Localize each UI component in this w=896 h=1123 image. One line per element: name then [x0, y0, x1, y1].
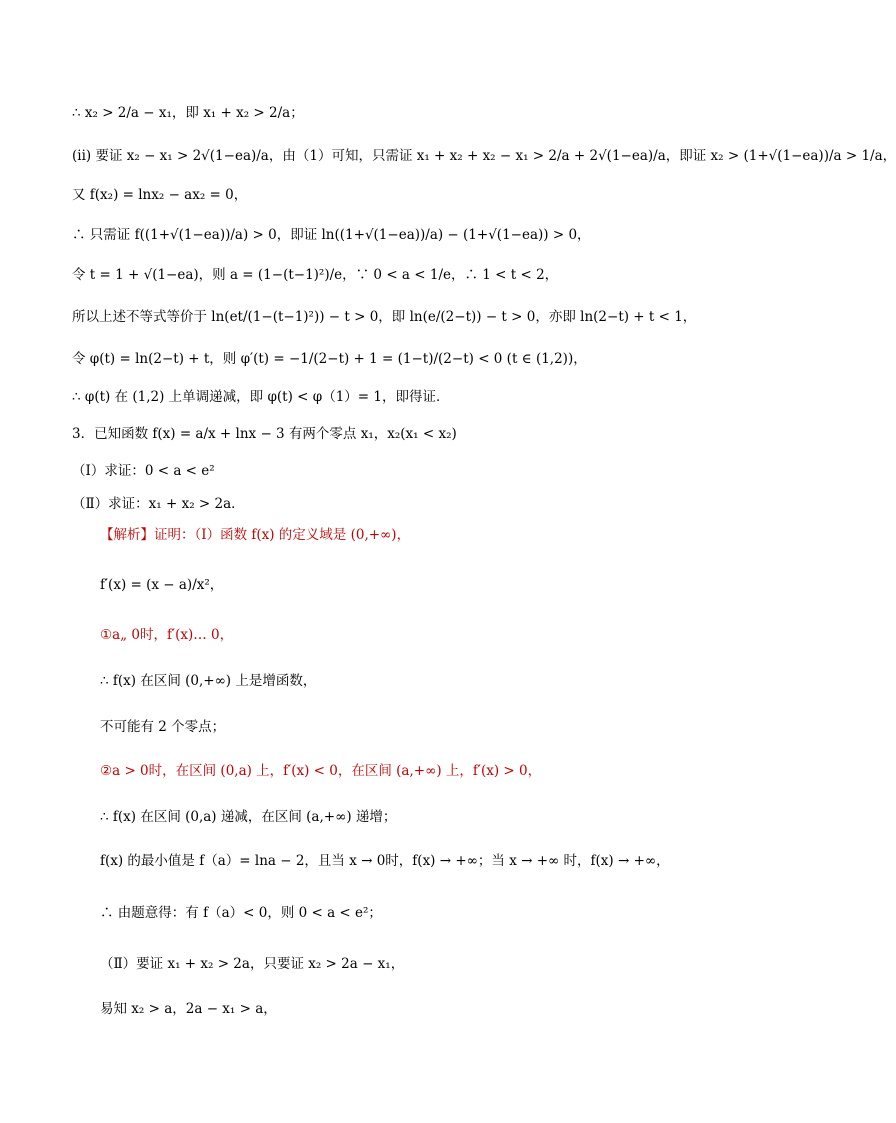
- line-5: [72, 266, 558, 284]
- line-11-text: （Ⅱ）求证：x₁ + x₂ > 2a．: [72, 496, 245, 512]
- line-11: [72, 495, 245, 513]
- line-12: [100, 526, 410, 544]
- line-1-text: ∴ x₂ > 2/a − x₁，即 x₁ + x₂ > 2/a；: [72, 105, 304, 121]
- line-4-text: ∴ 只需证 f((1+√(1−ea))/a) > 0，即证 ln((1+√(1−ea))/a) − (1+√(1−ea)) > 0，: [72, 227, 591, 243]
- line-19-text: f(x) 的最小值是 f（a）= lna − 2，且当 x → 0时，f(x) → +∞；当 x → +∞ 时，f(x) → +∞，: [100, 853, 670, 869]
- line-1: [72, 104, 304, 122]
- line-20-text: ∴ 由题意得：有 f（a）< 0，则 0 < a < e²；: [100, 905, 382, 921]
- line-6-text: 所以上述不等式等价于 ln(et/(1−(t−1)²)) − t > 0，即 ln(e/(2−t)) − t > 0，亦即 ln(2−t) + t < 1，: [72, 309, 697, 325]
- line-14: [100, 626, 233, 644]
- line-3-text: 又 f(x₂) = lnx₂ − ax₂ = 0，: [72, 187, 248, 203]
- line-9: [72, 425, 457, 443]
- line-17-text: ②a > 0时，在区间 (0,a) 上，f′(x) < 0，在区间 (a,+∞) 上，f′(x) > 0，: [100, 763, 542, 779]
- line-10-text: （Ⅰ）求证：0 < a < e²: [72, 463, 215, 479]
- line-19: [100, 852, 670, 870]
- line-15: [100, 672, 316, 690]
- line-16-text: 不可能有 2 个零点；: [100, 719, 226, 735]
- line-12-text: 【解析】证明：（Ⅰ）函数 f(x) 的定义域是 (0,+∞)，: [100, 527, 411, 543]
- line-2-text: (ii) 要证 x₂ − x₁ > 2√(1−ea)/a，由（1）可知，只需证 x₁ + x₂ + x₂ − x₁ > 2/a + 2√(1−ea)/a，即证 x₂ > (1+√(1−ea))/a > 1/a，: [72, 148, 896, 164]
- line-3: [72, 186, 247, 204]
- line-16: [100, 718, 225, 736]
- line-8-text: ∴ φ(t) 在 (1,2) 上单调递减，即 φ(t) < φ（1）= 1，即得证．: [72, 389, 450, 405]
- line-21: [100, 955, 404, 973]
- line-6: [72, 308, 696, 326]
- line-10: [72, 462, 215, 480]
- line-8: [72, 388, 450, 406]
- line-20: [100, 904, 382, 922]
- line-17: [100, 762, 541, 780]
- line-18: [100, 808, 396, 826]
- line-5-text: 令 t = 1 + √(1−ea)，则 a = (1−(t−1)²)/e，∵ 0 < a < 1/e，∴ 1 < t < 2，: [72, 267, 559, 283]
- line-14-text: ①a„ 0时，f′(x)… 0，: [100, 627, 234, 643]
- line-22-text: 易知 x₂ > a，2a − x₁ > a，: [100, 1001, 277, 1017]
- line-18-text: ∴ f(x) 在区间 (0,a) 递减，在区间 (a,+∞) 递增；: [100, 809, 397, 825]
- line-4: [72, 226, 591, 244]
- line-9-text: 3．已知函数 f(x) = a/x + lnx − 3 有两个零点 x₁，x₂(x₁ < x₂): [72, 426, 457, 442]
- line-15-text: ∴ f(x) 在区间 (0,+∞) 上是增函数，: [100, 673, 317, 689]
- line-22: [100, 1000, 277, 1018]
- line-2: [72, 147, 896, 165]
- line-7-text: 令 φ(t) = ln(2−t) + t，则 φ′(t) = −1/(2−t) + 1 = (1−t)/(2−t) < 0 (t ∈ (1,2))，: [72, 351, 587, 367]
- line-13-text: f′(x) = (x − a)/x²，: [100, 577, 224, 593]
- line-7: [72, 350, 587, 368]
- line-21-text: （Ⅱ）要证 x₁ + x₂ > 2a，只要证 x₂ > 2a − x₁，: [100, 956, 405, 972]
- line-13: [100, 576, 223, 594]
